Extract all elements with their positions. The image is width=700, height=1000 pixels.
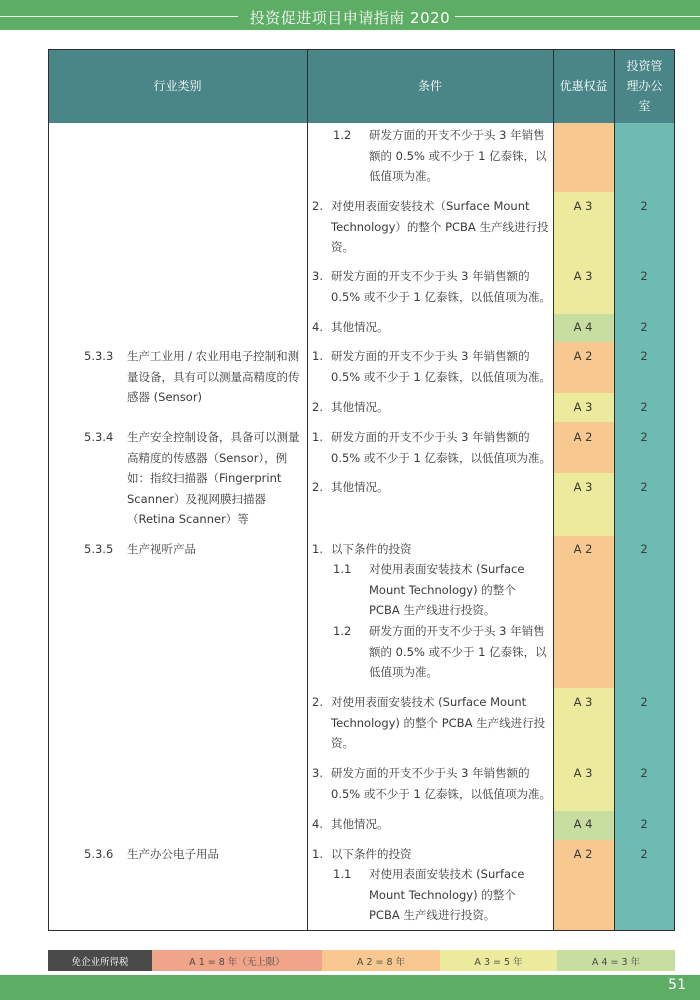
column-header-office: 投资管理办公室 [614,49,675,123]
sub-item-text: 对使用表面安装技术 (Surface Mount Technology) 的整个 PCBA 生产线进行投资。 [369,562,525,617]
sub-item-number: 1.2 [333,624,352,638]
office-number: 2 [640,320,648,334]
office-number: 2 [640,817,648,831]
benefit-code: A 3 [573,400,593,414]
condition-text: 对使用表面安装技术（Surface Mount Technology）的整个 PCBA 生产线进行投资。 [331,199,549,254]
condition-text: 研发方面的开支不少于头 3 年销售额的 0.5% 或不少于 1 亿泰铢，以低值项为准。 [331,349,551,384]
incentive-table [48,49,675,931]
condition-text: 其他情况。 [331,400,389,414]
condition-number: 1. [312,349,323,363]
office-number: 2 [640,847,648,861]
legend-a3: A 3 = 5 年 [440,950,557,971]
sub-item-text: 研发方面的开支不少于头 3 年销售额的 0.5% 或不少于 1 亿泰铢，以低值项为准。 [369,624,547,679]
sub-item-text: 对使用表面安装技术 (Surface Mount Technology) 的整个 PCBA 生产线进行投资。 [369,867,525,922]
office-number: 2 [640,430,648,444]
column-header-industry: 行业类别 [48,49,307,123]
legend-a1: A 1 = 8 年（无上限） [152,950,322,971]
condition-number: 1. [312,430,323,444]
condition-number: 3. [312,766,323,780]
condition-text: 以下条件的投资 [331,847,412,861]
office-number: 2 [640,199,648,213]
office-number: 2 [640,695,648,709]
legend-a2: A 2 = 8 年 [322,950,440,971]
condition-number: 4. [312,320,323,334]
category-name: 生产视听产品 [127,542,196,556]
office-number: 2 [640,269,648,283]
benefit-code: A 3 [573,695,593,709]
condition-text: 研发方面的开支不少于头 3 年销售额的 0.5% 或不少于 1 亿泰铢，以低值项为准。 [331,430,551,465]
legend-a4: A 4 = 3 年 [557,950,675,971]
benefit-code: A 4 [573,320,593,334]
legend-tax-exemption: 免企业所得税 [48,950,152,971]
condition-text: 研发方面的开支不少于头 3 年销售额的 0.5% 或不少于 1 亿泰铢，以低值项为准。 [331,766,551,801]
category-number: 5.3.5 [84,542,114,556]
condition-number: 2. [312,400,323,414]
page-number: 51 [668,977,686,993]
category-number: 5.3.3 [84,349,114,363]
sub-item-number: 1.1 [333,867,352,881]
column-header-benefits: 优惠权益 [553,49,614,123]
benefit-code: A 3 [573,766,593,780]
condition-text: 其他情况。 [331,817,389,831]
benefit-code: A 3 [573,480,593,494]
office-number: 2 [640,766,648,780]
benefit-code: A 2 [573,430,593,444]
benefit-code: A 2 [573,349,593,363]
office-number: 2 [640,480,648,494]
condition-number: 4. [312,817,323,831]
footer-bar [0,975,700,1000]
benefit-code: A 3 [573,199,593,213]
condition-number: 2. [312,480,323,494]
condition-text: 以下条件的投资 [331,542,412,556]
category-number: 5.3.6 [84,847,114,861]
condition-number: 1. [312,542,323,556]
benefit-code: A 3 [573,269,593,283]
condition-text: 其他情况。 [331,480,389,494]
condition-number: 2. [312,695,323,709]
benefit-code: A 2 [573,542,593,556]
benefit-code: A 2 [573,847,593,861]
condition-text: 对使用表面安装技术 (Surface Mount Technology) 的整个 PCBA 生产线进行投资。 [331,695,546,750]
sub-item-number: 1.2 [333,128,352,142]
sub-item-number: 1.1 [333,562,352,576]
column-header-conditions: 条件 [307,49,553,123]
sub-item-text: 研发方面的开支不少于头 3 年销售额的 0.5% 或不少于 1 亿泰铢，以低值项为准。 [369,128,547,183]
condition-text: 其他情况。 [331,320,389,334]
condition-text: 研发方面的开支不少于头 3 年销售额的 0.5% 或不少于 1 亿泰铢，以低值项为准。 [331,269,551,304]
table-border [48,49,675,931]
condition-number: 2. [312,199,323,213]
category-number: 5.3.4 [84,430,114,444]
category-name: 生产工业用 / 农业用电子控制和测量设备，具有可以测量高精度的传感器 (Sensor) [127,349,300,404]
category-name: 生产安全控制设备，具备可以测量高精度的传感器（Sensor），例如：指纹扫描器（Fingerprint Scanner）及视网膜扫描器（Retina Scanner）等 [127,430,300,526]
office-number: 2 [640,400,648,414]
office-number: 2 [640,349,648,363]
header-bar [0,0,700,40]
condition-number: 3. [312,269,323,283]
category-name: 生产办公电子用品 [127,847,219,861]
office-number: 2 [640,542,648,556]
condition-number: 1. [312,847,323,861]
benefit-code: A 4 [573,817,593,831]
page-title: 投资促进项目申请指南 2020 [249,9,451,27]
